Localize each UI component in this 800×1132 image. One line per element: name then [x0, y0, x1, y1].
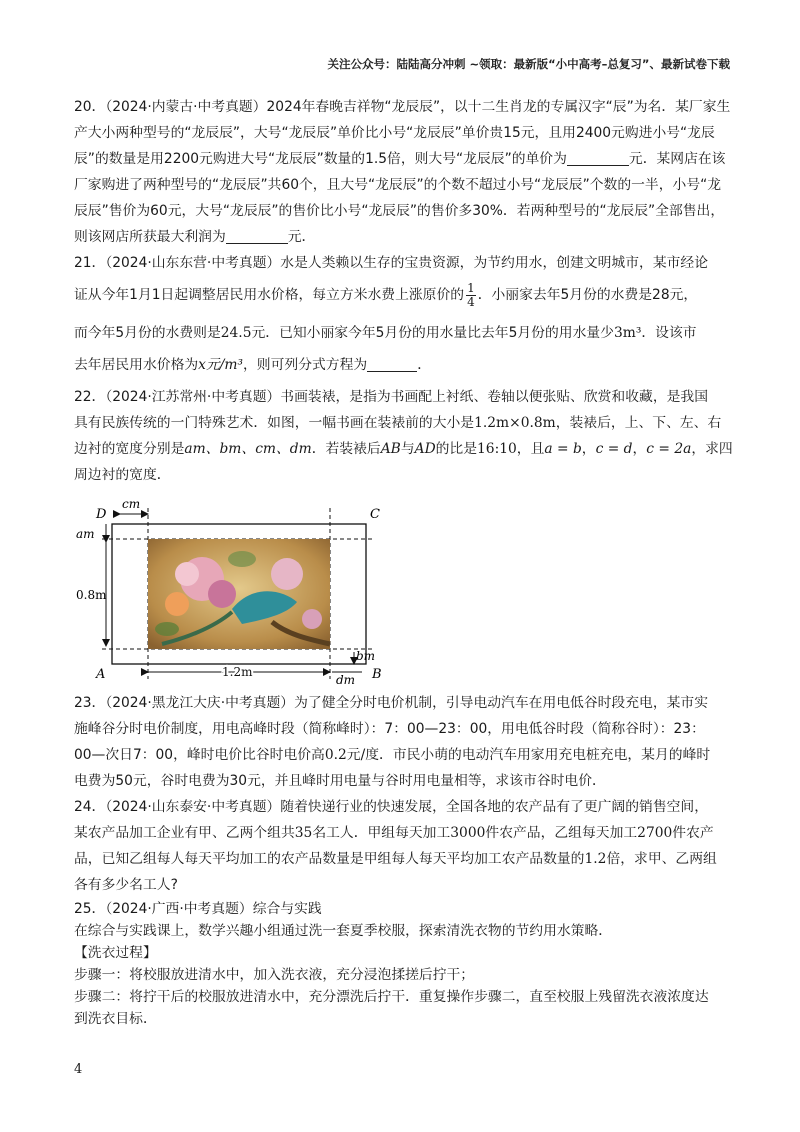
- question-23: [74, 690, 726, 794]
- math-value: x元/m³: [198, 357, 244, 373]
- answer-blank: [226, 227, 288, 244]
- q21-line-2: [74, 276, 726, 314]
- q22-text: 与: [400, 441, 415, 457]
- q20-line-4: 厂家购进了两种型号的“龙辰辰”共60个，且大号“龙辰辰”的个数不超过小号“龙辰辰”个数的一半，小号“龙: [74, 177, 722, 193]
- q23-line-3: [74, 742, 726, 768]
- q20-line-5: 辰辰”售价为60元，大号“龙辰辰”的售价比小号“龙辰辰”的售价多30%．若两种型号的“龙辰辰”全部售出，: [74, 203, 725, 219]
- q24-text: 件农产: [672, 825, 714, 841]
- q21-line-1: 21．（2024·山东东营·中考真题）水是人类赖以生存的宝贵资源，为节约用水，创建文明城市，某市经论: [74, 255, 709, 271]
- page-header: 关注公众号：陆陆高分冲刺 ~领取：最新版“小中高考–总复习”、最新试卷下载: [327, 57, 730, 71]
- fraction-numerator: 1: [467, 280, 475, 295]
- label-am: am: [76, 527, 95, 541]
- q24-line-1: 24．（2024·山东泰安·中考真题）随着快递行业的快速发展，全国各地的农产品有了更广阔的销售空间，: [74, 799, 709, 815]
- q25-line-1: 25．（2024·广西·中考真题）综合与实践: [74, 901, 322, 917]
- label-bm: bm: [356, 649, 376, 663]
- q21-text: 证从今年1月1日起调整居民用水价格，每立方米水费上涨原价的: [74, 287, 465, 303]
- q20-text: 则该网店所获最大利润为: [74, 229, 226, 245]
- q25-line-2: 在综合与实践课上，数学兴趣小组通过洗一套夏季校服，探索清洗衣物的节约用水策略．: [74, 923, 613, 939]
- mounting-diagram: [76, 494, 382, 687]
- q20-text: 元．: [287, 229, 316, 245]
- label-D: D: [96, 507, 107, 522]
- question-24: [74, 794, 726, 898]
- q21-text: ，则可列分式方程为: [243, 357, 368, 373]
- math-value: 16:10: [477, 441, 517, 457]
- q21-line-4: [74, 352, 726, 378]
- q22-text: 具有民族传统的一门特殊艺术．如图，一幅书画在装裱前的大小是: [74, 415, 475, 431]
- q25-line-4: 步骤一：将校服放进清水中，加入洗衣液，充分浸泡揉搓后拧干；: [74, 967, 475, 983]
- label-width: 1.2m: [222, 665, 253, 679]
- q25-line-5: 步骤二：将拧干后的校服放进清水中，充分漂洗后拧干．重复操作步骤二，直至校服上残留洗衣液浓度达: [74, 989, 709, 1005]
- q24-line-4: 各有多少名工人?: [74, 877, 178, 893]
- q20-line-3: [74, 146, 726, 172]
- math-value: c = d: [595, 441, 633, 457]
- math-value: c = 2a: [646, 441, 692, 457]
- q20-line-1: 20．（2024·内蒙古·中考真题）2024年春晚吉祥物“龙辰辰”，以十二生肖龙的专属汉字“辰”为名．某厂家生: [74, 99, 731, 115]
- q22-line-4: 周边衬的宽度．: [74, 467, 171, 483]
- q22-line-1: 22．（2024·江苏常州·中考真题）书画装裱，是指为书画配上衬纸、卷轴以便张贴、欣赏和收藏，是我国: [74, 389, 709, 405]
- math-value: AD: [414, 441, 436, 457]
- q23-text: 00—次日7：00，峰时电价比谷时电价高: [74, 747, 325, 763]
- q24-text: 品，已知乙组每人每天平均加工的农产品数量是甲组每人每天平均加工农产品数量的: [74, 851, 585, 867]
- q22-line-3: [74, 436, 733, 462]
- q21-text: 去年居民用水价格为: [74, 357, 199, 373]
- q21-text: ．: [417, 357, 431, 373]
- math-value: 3m³: [613, 325, 642, 341]
- label-dm: dm: [336, 673, 356, 687]
- math-value: AB: [380, 441, 401, 457]
- question-21: [74, 250, 726, 378]
- page-content: [74, 94, 733, 1030]
- q21-text: 而今年5月份的水费则是: [74, 325, 221, 341]
- label-C: C: [370, 507, 380, 522]
- math-value: 2700: [637, 825, 673, 841]
- math-value: am、bm、cm、dm: [184, 441, 312, 457]
- q22-text: ，: [581, 441, 596, 457]
- q25-line-3: 【洗衣过程】: [74, 945, 157, 961]
- q21-line-3: [74, 314, 726, 352]
- q23-line-2: 施峰谷分时电价制度，用电高峰时段（简称峰时）：7：00—23：00，用电低谷时段（简称谷时）：23：: [74, 721, 705, 737]
- fraction-denominator: 4: [467, 294, 475, 309]
- math-value: a = b: [544, 441, 582, 457]
- painting: [148, 539, 330, 649]
- q20-line-2: 产大小两种型号的“龙辰辰”，大号“龙辰辰”单价比小号“龙辰辰”单价贵15元，且用2400元购进小号“龙辰: [74, 125, 715, 141]
- q24-line-3: [74, 846, 726, 872]
- q21-text: ．设该市: [641, 325, 697, 341]
- q22-line-2: [74, 410, 726, 436]
- q25-line-6: 到洗衣目标．: [74, 1011, 157, 1027]
- math-value: 0.2: [324, 747, 347, 763]
- fraction: [466, 282, 476, 309]
- page-number: 4: [74, 1062, 83, 1077]
- label-height: 0.8m: [76, 588, 107, 602]
- answer-blank: [567, 149, 629, 166]
- q24-line-2: [74, 820, 726, 846]
- q24-text: 某农产品加工企业有甲、乙两个组共: [74, 825, 295, 841]
- q22-text: 边衬的宽度分别是: [74, 441, 185, 457]
- q22-text: ，: [632, 441, 647, 457]
- q24-text: 件农产品，乙组每天加工: [485, 825, 638, 841]
- q22-text: ，且: [516, 441, 545, 457]
- q22-text: ，装裱后，上、下、左、右: [555, 415, 722, 431]
- label-A: A: [96, 667, 106, 682]
- q22-text: ．若装裱后: [311, 441, 381, 457]
- q22-text: ，求四: [691, 441, 733, 457]
- math-value: 24.5: [220, 325, 252, 341]
- mounting-diagram-svg: [76, 494, 382, 687]
- q21-text: ．小丽家去年5月份的水费是28元，: [477, 287, 698, 303]
- q20-text: 元．某网店在该: [628, 151, 726, 167]
- question-25: [74, 898, 726, 1030]
- q22-text: 的比是: [435, 441, 478, 457]
- q20-text: 辰”的数量是用2200元购进大号“龙辰辰”数量的1.5倍，则大号“龙辰辰”的单价为: [74, 151, 567, 167]
- math-value: 3000: [450, 825, 486, 841]
- q24-text: 名工人．甲组每天加工: [312, 825, 451, 841]
- q23-text: 元/度．市民小萌的电动汽车用家用充电桩充电，某月的峰时: [346, 747, 711, 763]
- question-22: [74, 384, 733, 687]
- q24-text: 倍，求甲、乙两组: [606, 851, 717, 867]
- label-cm: cm: [122, 497, 141, 511]
- answer-blank: [367, 355, 417, 372]
- q21-text: 元．已知小丽家今年5月份的用水量比去年5月份的用水量少: [251, 325, 614, 341]
- math-value: 1.2m×0.8m: [474, 415, 556, 431]
- q23-line-1: 23．（2024·黑龙江大庆·中考真题）为了健全分时电价机制，引导电动汽车在用电低谷时段充电，某市实: [74, 695, 709, 711]
- q23-line-4: 电费为50元，谷时电费为30元，并且峰时用电量与谷时用电量相等，求该市谷时电价．: [74, 773, 606, 789]
- q20-line-6: [74, 224, 726, 250]
- math-value: 35: [294, 825, 313, 841]
- question-20: [74, 94, 731, 250]
- label-B: B: [372, 667, 382, 682]
- math-value: 1.2: [584, 851, 607, 867]
